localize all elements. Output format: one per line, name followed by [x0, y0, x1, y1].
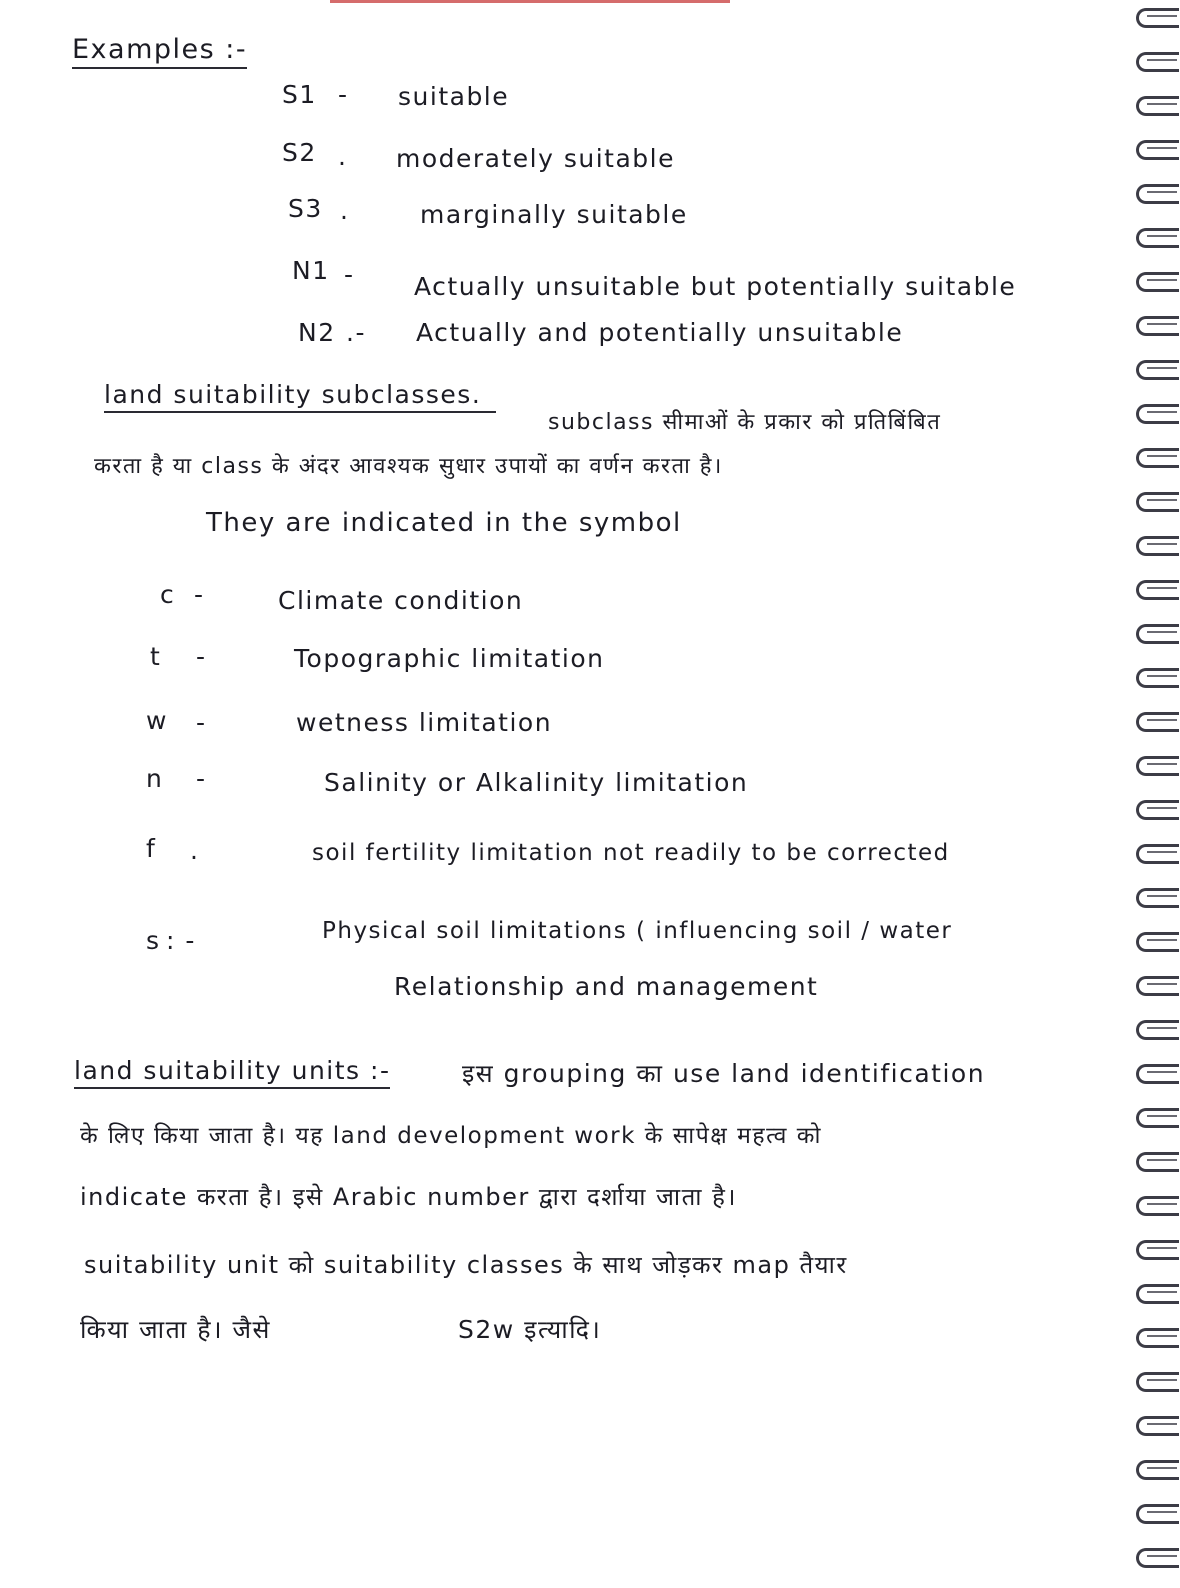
subclass-desc-s: Physical soil limitations ( influencing soil / water	[322, 918, 953, 944]
spiral-ring	[1136, 712, 1179, 732]
class-desc-n1: Actually unsuitable but potentially suitable	[414, 272, 1017, 301]
class-code-n1: N1	[292, 256, 330, 285]
class-desc-s1: suitable	[398, 82, 510, 111]
subclass-desc-w: wetness limitation	[296, 708, 553, 737]
subclass-symbol-c: c	[160, 580, 176, 609]
spiral-ring	[1136, 844, 1179, 864]
spiral-ring	[1136, 448, 1179, 468]
class-code-s2: S2	[282, 138, 317, 167]
subclass-desc-c: Climate condition	[278, 586, 524, 615]
units-line5-a: किया जाता है। जैसे	[80, 1315, 271, 1344]
units-line1: इस grouping का use land identification	[462, 1059, 986, 1088]
units-line3: indicate करता है। इसे Arabic number द्वारा दर्शाया जाता है।	[80, 1183, 737, 1211]
spiral-ring	[1136, 1196, 1179, 1216]
subclass-sep: -	[196, 764, 207, 793]
spiral-ring	[1136, 580, 1179, 600]
class-code-s3: S3	[288, 194, 323, 223]
class-desc-s3: marginally suitable	[420, 200, 688, 229]
class-sep: .-	[346, 318, 366, 347]
spiral-ring	[1136, 800, 1179, 820]
spiral-ring	[1136, 888, 1179, 908]
spiral-ring	[1136, 1284, 1179, 1304]
spiral-ring	[1136, 624, 1179, 644]
spiral-ring	[1136, 932, 1179, 952]
subclasses-indicated: They are indicated in the symbol	[206, 508, 682, 538]
spiral-ring	[1136, 1152, 1179, 1172]
spiral-ring	[1136, 404, 1179, 424]
top-margin-line	[330, 0, 730, 3]
units-line2: के लिए किया जाता है। यह land development work के सापेक्ष महत्व को	[80, 1123, 822, 1149]
spiral-ring	[1136, 228, 1179, 248]
class-sep: -	[344, 260, 355, 289]
spiral-ring	[1136, 316, 1179, 336]
subclass-sep: -	[196, 642, 207, 671]
spiral-ring	[1136, 1240, 1179, 1260]
class-code-s1: S1	[282, 80, 317, 109]
subclass-desc-t: Topographic limitation	[294, 644, 605, 673]
units-heading: land suitability units :-	[74, 1056, 390, 1089]
spiral-ring	[1136, 1372, 1179, 1392]
class-sep: .	[338, 142, 348, 171]
examples-heading: Examples :-	[72, 34, 247, 69]
spiral-ring	[1136, 756, 1179, 776]
subclass-sep: : -	[166, 926, 196, 955]
subclass-symbol-s: s	[146, 926, 161, 955]
spiral-ring	[1136, 536, 1179, 556]
class-desc-s2: moderately suitable	[396, 144, 676, 173]
subclass-desc-s-continuation: Relationship and management	[394, 972, 819, 1001]
subclass-symbol-w: w	[146, 706, 168, 735]
spiral-binding	[1120, 0, 1180, 1588]
spiral-ring	[1136, 1548, 1179, 1568]
subclass-symbol-f: f	[146, 834, 157, 863]
subclasses-line2: करता है या class के अंदर आवश्यक सुधार उपायों का वर्णन करता है।	[94, 454, 723, 479]
spiral-ring	[1136, 184, 1179, 204]
units-line4: suitability unit को suitability classes के साथ जोड़कर map तैयार	[84, 1251, 848, 1279]
units-line5-b: S2w इत्यादि।	[458, 1315, 602, 1344]
spiral-ring	[1136, 1064, 1179, 1084]
class-sep: .	[340, 196, 350, 225]
spiral-ring	[1136, 492, 1179, 512]
spiral-ring	[1136, 96, 1179, 116]
subclass-sep: .	[190, 836, 200, 865]
spiral-ring	[1136, 272, 1179, 292]
subclasses-heading: land suitability subclasses.	[104, 380, 496, 413]
spiral-ring	[1136, 8, 1179, 28]
spiral-ring	[1136, 1504, 1179, 1524]
spiral-ring	[1136, 1416, 1179, 1436]
spiral-ring	[1136, 668, 1179, 688]
class-sep: -	[338, 80, 349, 109]
subclass-desc-n: Salinity or Alkalinity limitation	[324, 768, 749, 797]
spiral-ring	[1136, 360, 1179, 380]
subclass-sep: -	[194, 580, 205, 609]
spiral-ring	[1136, 1328, 1179, 1348]
spiral-ring	[1136, 52, 1179, 72]
class-code-n2: N2	[298, 318, 336, 347]
subclass-symbol-n: n	[146, 764, 164, 793]
spiral-ring	[1136, 1460, 1179, 1480]
subclass-symbol-t: t	[150, 642, 162, 671]
spiral-ring	[1136, 1108, 1179, 1128]
class-desc-n2: Actually and potentially unsuitable	[416, 318, 904, 347]
spiral-ring	[1136, 140, 1179, 160]
spiral-ring	[1136, 976, 1179, 996]
subclass-sep: -	[196, 708, 207, 737]
subclasses-line1: subclass सीमाओं के प्रकार को प्रतिबिंबित	[548, 410, 942, 435]
subclass-desc-f: soil fertility limitation not readily to be corrected	[312, 840, 950, 866]
spiral-ring	[1136, 1020, 1179, 1040]
